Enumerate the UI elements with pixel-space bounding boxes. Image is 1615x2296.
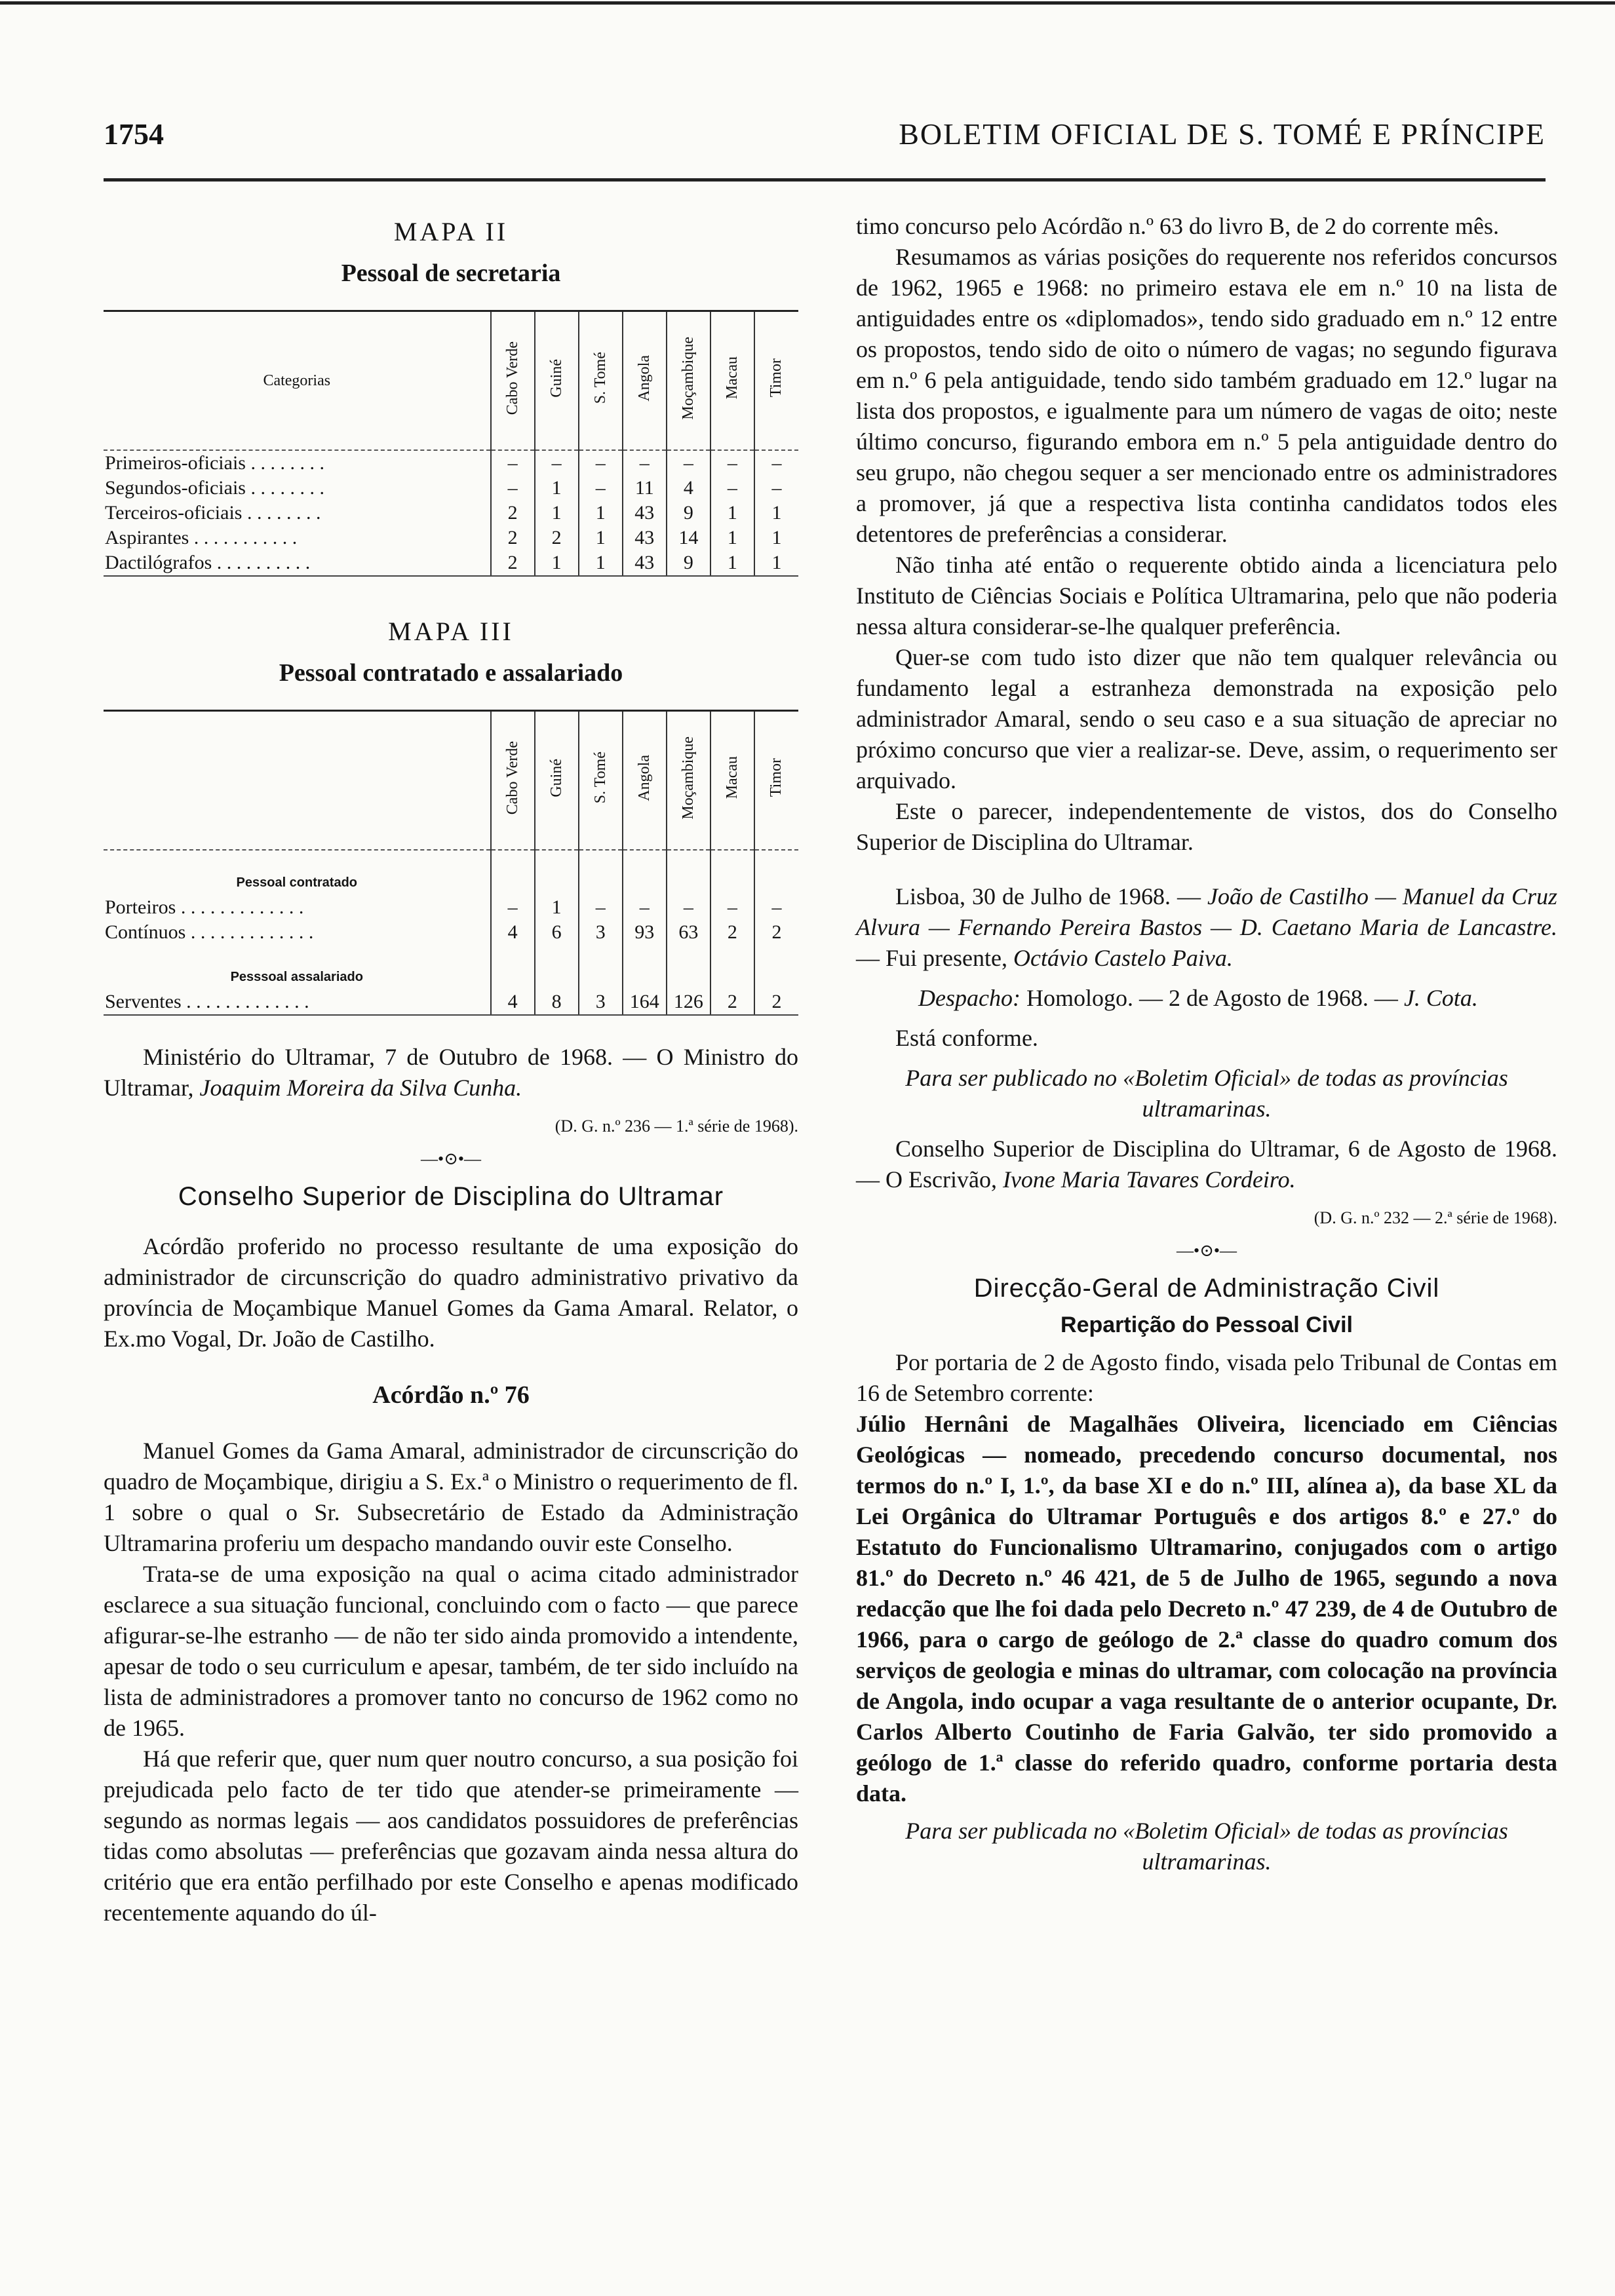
col-header: Moçambique	[667, 311, 710, 451]
col-header: Cabo Verde	[491, 711, 535, 851]
acordao-intro: Acórdão proferido no processo resultante de uma exposição do administrador de circunscrição do quadro administrativo privativo da província de Moçambique Manuel Gomes da Gama Amaral. Relator, o Ex.mo Vogal, Dr. João de Castilho.	[104, 1233, 798, 1352]
table-cell: –	[754, 450, 798, 476]
section-label: Pesssoal assalariado	[230, 969, 363, 984]
table-cell: –	[667, 450, 710, 476]
table-cell: 1	[754, 526, 798, 550]
mapa2-title: MAPA II	[393, 217, 509, 246]
row-label: Primeiros-oficiais . . . . . . . .	[105, 452, 324, 474]
row-label: Aspirantes . . . . . . . . . . .	[105, 527, 298, 548]
table-row	[104, 895, 798, 920]
table-cell: 4	[491, 920, 535, 945]
body-paragraph: Resumamos as várias posições do requerente nos referidos concursos de 1962, 1965 e 1968: no primeiro estava ele em n.º 10 na lista de antiguidades entre os «diplomados», tendo sido graduado em n.º 12 entre os propostos, tendo sido de oito o número de vagas; no segundo figurava em n.º 6 pela antiguidade, tendo sido também graduado em 12.º lugar na lista dos propostos, e igualmente para um número de vagas de oito; neste último concurso, figurando embora em n.º 5 pela antiguidade dentro do seu grupo, não chegou sequer a ser mencionado entre os administradores a promover, já que a respectiva lista continha candidatos todos eles detentores de preferências a considerar.	[856, 244, 1557, 547]
table-cell: 3	[579, 989, 623, 1015]
table-cell: 2	[491, 550, 535, 576]
table-cell: 8	[535, 989, 579, 1015]
table-cell: 2	[754, 920, 798, 945]
table-cell: 1	[754, 550, 798, 576]
table-cell: –	[579, 476, 623, 501]
table-cell: 1	[710, 526, 754, 550]
body-paragraph: Este o parecer, independentemente de vistos, dos do Conselho Superior de Disciplina do Ultramar.	[856, 798, 1557, 855]
col-header: S. Tomé	[579, 711, 623, 851]
table-cell: 9	[667, 501, 710, 526]
table-cell: –	[491, 450, 535, 476]
body-paragraph: timo concurso pelo Acórdão n.º 63 do livro B, de 2 do corrente mês.	[856, 213, 1499, 239]
table-cell: 4	[491, 989, 535, 1015]
publication-note: Para ser publicado no «Boletim Oficial» de todas as províncias ultramarinas.	[905, 1065, 1508, 1122]
table-cell: 11	[623, 476, 667, 501]
conselho-closing-paragraph: Conselho Superior de Disciplina do Ultramar, 6 de Agosto de 1968. — O Escrivão, Ivone Maria Tavares Cordeiro.	[856, 1136, 1557, 1193]
table-cell: –	[667, 895, 710, 920]
table-cell: –	[710, 476, 754, 501]
table-cell: 43	[623, 501, 667, 526]
mapa3-table	[104, 710, 798, 1016]
category-header: Categorias	[104, 311, 491, 451]
table-cell: 2	[754, 989, 798, 1015]
table-cell: 93	[623, 920, 667, 945]
table-cell: 1	[579, 501, 623, 526]
section-row	[104, 945, 798, 989]
col-header: Cabo Verde	[491, 311, 535, 451]
row-label: Terceiros-oficiais . . . . . . . .	[105, 502, 321, 524]
col-header: Guiné	[535, 311, 579, 451]
col-header: Guiné	[535, 711, 579, 851]
nomination-paragraph: Júlio Hernâni de Magalhães Oliveira, licenciado em Ciências Geológicas — nomeado, precedendo concurso documental, nos termos do n.º I, 1.º, da base XI e do n.º III, alínea a), da base XL da Lei Orgânica do Ultramar Português e dos artigos 8.º e 27.º do Estatuto do Funcionalismo Ultramarino, conjugados com o artigo 81.º do Decreto n.º 46 421, de 5 de Julho de 1965, segundo a nova redacção que lhe foi dada pelo Decreto n.º 47 239, de 4 de Outubro de 1966, para o cargo de geólogo de 2.ª classe do quadro comum dos serviços de geologia e minas do ultramar, com colocação na província de Angola, indo ocupar a vaga resultante de o anterior ocupante, Dr. Carlos Alberto Coutinho de Faria Galvão, ter sido promovido a geólogo de 1.ª classe do referido quadro, conforme portaria desta data.	[856, 1411, 1557, 1807]
despacho-paragraph: Despacho: Homologo. — 2 de Agosto de 1968. — J. Cota.	[918, 985, 1478, 1011]
table-cell: 43	[623, 550, 667, 576]
table-cell: 14	[667, 526, 710, 550]
table-cell: –	[623, 450, 667, 476]
table-cell: 63	[667, 920, 710, 945]
table-cell: –	[710, 895, 754, 920]
table-cell: –	[579, 895, 623, 920]
conforme-text: Está conforme.	[895, 1025, 1038, 1051]
table-row	[104, 501, 798, 526]
header-rule	[104, 178, 1546, 182]
col-header: S. Tomé	[579, 311, 623, 451]
ornament-divider: —•⊙•—	[421, 1149, 481, 1168]
row-label: Serventes . . . . . . . . . . . . .	[104, 989, 491, 1015]
right-column	[856, 197, 1557, 1877]
acordao-title: Acórdão n.º 76	[372, 1381, 530, 1409]
table-cell: 164	[623, 989, 667, 1015]
table-cell: –	[491, 476, 535, 501]
col-header: Angola	[623, 311, 667, 451]
body-paragraph: Trata-se de uma exposição na qual o acima citado administrador esclarece a sua situação funcional, concluindo com o facto — que parece afigurar-se-lhe estranho — de não ter sido ainda promovido a intendente, apesar de todo o seu curriculum e apesar, também, de ter sido incluído na lista de administradores a promover tanto no concurso de 1962 como no de 1965.	[104, 1561, 798, 1741]
col-header: Angola	[623, 711, 667, 851]
col-header: Macau	[710, 711, 754, 851]
table-cell: 126	[667, 989, 710, 1015]
dg-reference: (D. G. n.º 236 — 1.ª série de 1968).	[555, 1117, 798, 1136]
table-cell: 1	[710, 550, 754, 576]
col-header: Macau	[710, 311, 754, 451]
col-header: Timor	[754, 311, 798, 451]
mapa2-table	[104, 310, 798, 577]
table-cell: –	[754, 476, 798, 501]
table-cell: –	[535, 450, 579, 476]
table-cell: 3	[579, 920, 623, 945]
left-column	[104, 197, 798, 1928]
table-cell: 2	[710, 920, 754, 945]
ministerio-paragraph: Ministério do Ultramar, 7 de Outubro de 1968. — O Ministro do Ultramar, Joaquim Moreira da Silva Cunha.	[104, 1044, 798, 1101]
section-label: Pessoal contratado	[236, 875, 358, 890]
table-cell: 9	[667, 550, 710, 576]
table-cell: 4	[667, 476, 710, 501]
table-cell: 1	[754, 501, 798, 526]
page-number: 1754	[104, 117, 164, 151]
table-cell: 1	[710, 501, 754, 526]
row-label: Segundos-oficiais . . . . . . . .	[105, 477, 324, 499]
table-cell: 1	[579, 526, 623, 550]
body-paragraph: Por portaria de 2 de Agosto findo, visada pelo Tribunal de Contas em 16 de Setembro corrente:	[856, 1349, 1557, 1406]
signatures-paragraph: Lisboa, 30 de Julho de 1968. — João de Castilho — Manuel da Cruz Alvura — Fernando Pereira Bastos — D. Caetano Maria de Lancastre. — Fui presente, Octávio Castelo Paiva.	[856, 883, 1558, 971]
table-row	[104, 920, 798, 945]
body-paragraph: Há que referir que, quer num quer noutro concurso, a sua posição foi prejudicada pelo facto de ter tido que atender-se primeiramente — segundo as normas legais — aos candidatos possuidores de preferências tidas como absolutas — preferências que gozavam ainda nessa altura do critério que era então perfilhado por este Conselho e apenas modificado recentemente aquando do úl-	[104, 1746, 798, 1926]
body-paragraph: Não tinha até então o requerente obtido ainda a licenciatura pelo Instituto de Ciências Sociais e Política Ultramarina, pelo que não poderia nessa altura considerar-se-lhe qualquer preferência.	[856, 552, 1557, 640]
table-cell: 2	[710, 989, 754, 1015]
section-row	[104, 850, 798, 895]
top-border-line	[0, 1, 1615, 5]
table-cell: 1	[535, 476, 579, 501]
row-label: Dactilógrafos . . . . . . . . . .	[104, 550, 491, 576]
table-cell: –	[579, 450, 623, 476]
row-label: Contínuos . . . . . . . . . . . . .	[105, 921, 314, 943]
table-row	[104, 526, 798, 550]
table-row	[104, 550, 798, 576]
col-header: Timor	[754, 711, 798, 851]
table-row	[104, 450, 798, 476]
table-cell: –	[491, 895, 535, 920]
table-cell: 2	[491, 526, 535, 550]
table-cell: 43	[623, 526, 667, 550]
mapa2-subtitle: Pessoal de secretaria	[341, 259, 561, 287]
table-cell: 6	[535, 920, 579, 945]
col-header: Moçambique	[667, 711, 710, 851]
direccao-section-title: Direcção-Geral de Administração Civil	[973, 1274, 1440, 1303]
table-cell: 1	[535, 501, 579, 526]
dg-reference: (D. G. n.º 232 — 2.ª série de 1968).	[1313, 1208, 1557, 1227]
table-cell: 1	[535, 895, 579, 920]
body-paragraph: Manuel Gomes da Gama Amaral, administrador de circunscrição do quadro de Moçambique, dirigiu a S. Ex.ª o Ministro o requerimento de fl. 1 sobre o qual o Sr. Subsecretário de Estado da Administração Ultramarina proferiu um despacho mandando ouvir este Conselho.	[104, 1438, 798, 1556]
table-cell: –	[710, 450, 754, 476]
page-header	[104, 117, 1546, 163]
table-cell: 1	[579, 550, 623, 576]
mapa3-title: MAPA III	[388, 617, 514, 646]
table-row	[104, 989, 798, 1015]
ornament-divider: —•⊙•—	[1177, 1241, 1237, 1260]
running-head: BOLETIM OFICIAL DE S. TOMÉ E PRÍNCIPE	[899, 117, 1546, 151]
table-cell: –	[754, 895, 798, 920]
table-cell: –	[623, 895, 667, 920]
conselho-section-title: Conselho Superior de Disciplina do Ultramar	[178, 1182, 724, 1211]
body-paragraph: Quer-se com tudo isto dizer que não tem qualquer relevância ou fundamento legal a estranheza demonstrada na exposição pelo administrador Amaral, sendo o seu caso e a sua situação de apreciar no próximo concurso que vier a realizar-se. Deve, assim, o requerimento ser arquivado.	[856, 644, 1557, 794]
mapa3-subtitle: Pessoal contratado e assalariado	[279, 659, 623, 687]
table-cell: 2	[491, 501, 535, 526]
table-cell: 2	[535, 526, 579, 550]
row-label: Porteiros . . . . . . . . . . . . .	[105, 896, 304, 918]
reparticao-subtitle: Repartição do Pessoal Civil	[1060, 1312, 1353, 1337]
table-row	[104, 476, 798, 501]
table-cell: 1	[535, 550, 579, 576]
publication-note: Para ser publicada no «Boletim Oficial» de todas as províncias ultramarinas.	[905, 1818, 1508, 1875]
